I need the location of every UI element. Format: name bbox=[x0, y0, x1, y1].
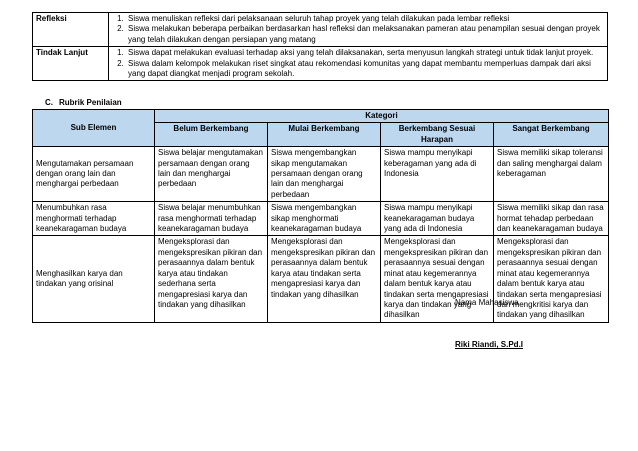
refleksi-item: 2. Siswa melakukan beberapa perbaikan berdasarkan hasl refleksi dan melaksanakan pameran atau penampilan sesuai dengan proyek yang telah dilakukan dengan persiapan yang matang bbox=[126, 24, 604, 45]
section-letter: C. bbox=[45, 98, 53, 107]
rubric-cell: Siswa belajar mengutamakan persamaan dengan orang lain dan menghargai perbedaan bbox=[155, 147, 268, 202]
rubric-cell: Siswa memiliki sikap toleransi dan saling menghargai dalam keberagaman bbox=[494, 147, 609, 202]
sub-elemen-cell: Menumbuhkan rasa menghormati terhadap keanekaragaman budaya bbox=[33, 202, 155, 236]
rubric-cell: Mengeksplorasi dan mengekspresikan pikiran dan perasaannya dalam bentuk karya atau tindakan serta mengapresiasi karya dan tindakan yang dihasilkan bbox=[268, 236, 381, 322]
refleksi-item: 1. Siswa menuliskan refleksi dari pelaksanaan seluruh tahap proyek yang telah dilakukan pada lembar refleksi bbox=[126, 14, 604, 24]
refleksi-label: Refleksi bbox=[33, 13, 109, 47]
tindak-lanjut-item: 1. Siswa dapat melakukan evaluasi terhadap aksi yang telah dilaksanakan, serta menyusun langkah strategi untuk tidak lanjut proyek. bbox=[126, 48, 604, 58]
category-header: Berkembang Sesuai Harapan bbox=[381, 123, 494, 147]
section-heading bbox=[45, 98, 122, 107]
sub-elemen-header: Sub Elemen bbox=[33, 110, 155, 147]
table-row bbox=[33, 147, 609, 202]
rubric-table bbox=[32, 109, 609, 323]
rubric-cell: Siswa belajar menumbuhkan rasa menghormati terhadap keanekaragaman budaya bbox=[155, 202, 268, 236]
rubric-cell: Mengeksplorasi dan mengekspresikan pikiran dan perasaannya sesuai dengan minat atau kegemerannya dalam bentuk karya atau tindakan serta mengapresiasi dan mengkritisi karya dan tindakan yang dihasilkan bbox=[494, 236, 609, 322]
rubric-cell: Mengeksplorasi dan mengekspresikan pikiran dan perasaannya dalam bentuk karya atau tindakan sederhana serta mengapresiasi karya dan tindakan yang dihasilkan bbox=[155, 236, 268, 322]
table-row bbox=[33, 236, 609, 322]
category-header: Sangat Berkembang bbox=[494, 123, 609, 147]
reflection-table bbox=[32, 12, 608, 81]
category-header: Belum Berkembang bbox=[155, 123, 268, 147]
tindak-lanjut-content bbox=[109, 47, 608, 81]
section-title: Rubrik Penilaian bbox=[59, 98, 122, 107]
sub-elemen-cell: Menghasilkan karya dan tindakan yang orisinal bbox=[33, 236, 155, 322]
kategori-header: Kategori bbox=[155, 110, 609, 123]
rubric-cell: Siswa mengembangkan sikap mengutamakan persamaan dengan orang lain dan menghargai perbedaan bbox=[268, 147, 381, 202]
tindak-lanjut-row bbox=[33, 47, 608, 81]
refleksi-content bbox=[109, 13, 608, 47]
tindak-lanjut-label: Tindak Lanjut bbox=[33, 47, 109, 81]
rubric-cell: Siswa memiliki sikap dan rasa hormat tehadap perbedaan dan keanekaragaman budaya bbox=[494, 202, 609, 236]
category-header: Mulai Berkembang bbox=[268, 123, 381, 147]
signature-name: Riki Riandi, S.Pd.I bbox=[455, 340, 524, 349]
rubric-cell: Siswa mampu menyikapi keberagaman yang ada di Indonesia bbox=[381, 147, 494, 202]
tindak-lanjut-item: 2. Siswa dalam kelompok melakukan riset singkat atau rekomendasi komunitas yang dapat membantu memperluas dampak dari aksi yang dapat diangkat menjadi program sekolah. bbox=[126, 59, 604, 80]
table-row bbox=[33, 202, 609, 236]
sub-elemen-cell: Mengutamakan persamaan dengan orang lain dan menghargai perbedaan bbox=[33, 147, 155, 202]
rubric-cell: Mengeksplorasi dan mengekspresikan pikiran dan perasaannya sesuai dengan minat atau kegemerannya dalam bentuk karya atau tindakan serta mengapresiasi karya dan tindakan yang dihasilkan bbox=[381, 236, 494, 322]
refleksi-row bbox=[33, 13, 608, 47]
rubric-cell: Siswa mengembangkan sikap menghormati keanekaragaman budaya bbox=[268, 202, 381, 236]
rubric-header-row bbox=[33, 110, 609, 123]
rubric-cell: Siswa mampu menyikapi keanekaragaman budaya yang ada di Indonesia bbox=[381, 202, 494, 236]
signature-role: Nama Mahasiswa bbox=[455, 298, 519, 307]
